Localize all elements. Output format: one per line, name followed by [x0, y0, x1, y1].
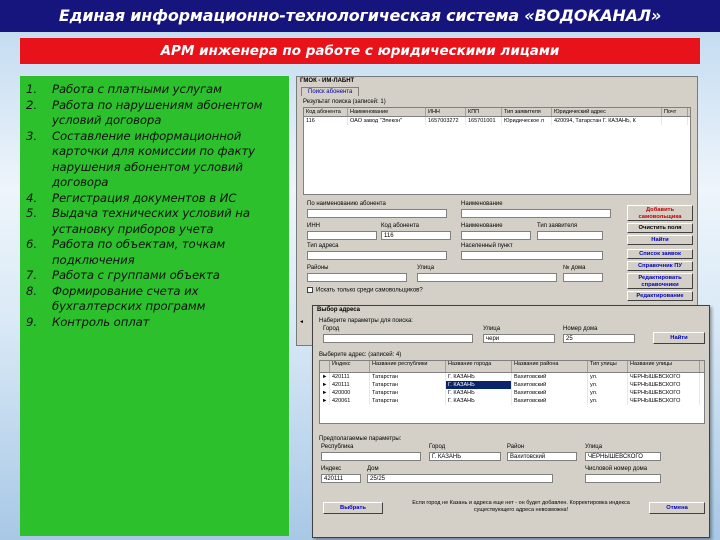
row-pointer-icon: ►: [320, 373, 330, 381]
filter-code-label: Код абонента: [381, 223, 419, 229]
feature-number: 6.: [26, 237, 37, 251]
proposed-republic-label: Республика: [321, 444, 354, 450]
feature-item: [26, 129, 285, 191]
feature-item: [26, 315, 285, 331]
table-cell: ЧЕРНЫШЕВСКОГО: [628, 397, 700, 405]
results-column-header[interactable]: Код абонента: [304, 108, 348, 116]
results-column-header[interactable]: Наименование: [348, 108, 426, 116]
proposed-street-input[interactable]: ЧЕРНЫШЕВСКОГО: [585, 452, 661, 461]
table-cell: 116: [304, 117, 348, 125]
feature-number: 9.: [26, 314, 37, 329]
feature-item: [26, 268, 285, 284]
filter-street-input[interactable]: [417, 273, 557, 282]
search-field-label: Номер дома: [563, 326, 598, 332]
dialog-find-button[interactable]: Найти: [653, 332, 705, 344]
table-cell: Г. КАЗАНЬ: [446, 381, 512, 389]
table-row[interactable]: [304, 117, 690, 125]
table-cell: Татарстан: [370, 381, 446, 389]
filter-address-type-select[interactable]: [307, 251, 447, 260]
table-cell: Татарстан: [370, 389, 446, 397]
filter-code-input[interactable]: 116: [381, 231, 451, 240]
table-cell: Г. КАЗАНЬ: [446, 397, 512, 405]
row-pointer-icon: ►: [320, 397, 330, 405]
feature-list: [20, 76, 289, 330]
table-cell: ОАО завод "Элекон": [348, 117, 426, 125]
table-cell: 420061: [330, 397, 370, 405]
table-cell: 1657003272: [426, 117, 466, 125]
filter-house-input[interactable]: [563, 273, 603, 282]
table-cell: ЧЕРНЫШЕВСКОГО: [628, 381, 700, 389]
filter-district-label: Районы: [307, 265, 329, 271]
address-column-header[interactable]: Название района: [512, 361, 588, 372]
nav-marker: ◄: [299, 319, 304, 325]
edit-references-button[interactable]: Редактировать справочники: [627, 273, 693, 289]
filter-name-input[interactable]: [307, 209, 447, 218]
add-self-connector-button[interactable]: Добавить самовольщика: [627, 205, 693, 221]
self-connect-checkbox[interactable]: [307, 287, 313, 293]
search-params-label: Наберите параметры для поиска:: [319, 318, 413, 324]
table-cell: ул.: [588, 373, 628, 381]
filter-applicant-type-label: Тип заявителя: [537, 223, 578, 229]
address-column-header[interactable]: Название республики: [370, 361, 446, 372]
proposed-numeric-house-label: Числовой номер дома: [585, 466, 648, 472]
table-cell: Татарстан: [370, 373, 446, 381]
feature-text: Выдача технических условий на установку приборов учета: [52, 206, 250, 236]
filter-name3-input[interactable]: [461, 231, 531, 240]
table-cell: Г. КАЗАНЬ: [446, 373, 512, 381]
table-cell: ЧЕРНЫШЕВСКОГО: [628, 373, 700, 381]
results-count-label: Результат поиска (записей: 1): [303, 99, 386, 105]
address-table-header: [320, 361, 704, 373]
filter-name2-label: Наименование: [461, 201, 503, 207]
search-field-label: Улица: [483, 326, 501, 332]
proposed-republic-select[interactable]: [321, 452, 421, 461]
filter-name2-input[interactable]: [461, 209, 611, 218]
address-row[interactable]: [320, 381, 704, 389]
feature-number: 7.: [26, 268, 37, 282]
proposed-index-input[interactable]: 420111: [321, 474, 361, 483]
feature-number: 4.: [26, 190, 37, 205]
filter-inn-input[interactable]: [307, 231, 377, 240]
results-column-header[interactable]: ИНН: [426, 108, 466, 116]
feature-text: Контроль оплат: [52, 314, 150, 329]
feature-number: 3.: [26, 128, 37, 143]
feature-text: Формирование счета их бухгалтерских программ: [52, 283, 206, 313]
address-table: [319, 360, 705, 424]
filter-address-type-label: Тип адреса: [307, 243, 339, 249]
address-column-header[interactable]: Название города: [446, 361, 512, 372]
results-column-header[interactable]: Юридический адрес: [552, 108, 662, 116]
results-column-header[interactable]: Почт: [662, 108, 688, 116]
feature-panel: [20, 76, 289, 536]
proposed-district-label: Район: [507, 444, 525, 450]
feature-number: 1.: [26, 82, 37, 96]
results-column-header[interactable]: Тип заявителя: [502, 108, 552, 116]
row-pointer-icon: ►: [320, 381, 330, 389]
table-cell: 420111: [330, 381, 370, 389]
feature-number: 2.: [26, 97, 37, 112]
filter-applicant-type-select[interactable]: [537, 231, 603, 240]
results-body: [304, 117, 690, 125]
table-cell: ул.: [588, 381, 628, 389]
feature-item: [26, 191, 285, 207]
proposed-params-label: Предполагаемые параметры:: [319, 436, 402, 442]
proposed-house-input[interactable]: 25/25: [367, 474, 553, 483]
dialog-title: Выбор адреса: [313, 306, 709, 315]
results-header: [304, 108, 690, 117]
row-pointer-icon: ►: [320, 389, 330, 397]
table-cell: 165701001: [466, 117, 502, 125]
address-row[interactable]: [320, 397, 704, 405]
feature-item: [26, 237, 285, 268]
search-field-input[interactable]: [323, 334, 473, 343]
table-cell: Вахитовский: [512, 381, 588, 389]
proposed-street-label: Улица: [585, 444, 603, 450]
feature-text: Составление информационной карточки для комиссии по факту нарушения абонентом условий договора: [52, 128, 255, 189]
proposed-index-label: Индекс: [321, 466, 342, 472]
clear-fields-button[interactable]: Очистить поля: [627, 223, 693, 233]
feature-text: Работа с платными услугам: [52, 82, 222, 96]
editing-button[interactable]: Редактирование: [627, 291, 693, 301]
proposed-city-label: Город: [429, 444, 446, 450]
search-field-input[interactable]: 25: [563, 334, 635, 343]
table-cell: 420000: [330, 389, 370, 397]
feature-text: Регистрация документов в ИС: [52, 190, 237, 205]
address-column-header[interactable]: Тип улицы: [588, 361, 628, 372]
filter-locality-label: Населенный пункт: [461, 243, 513, 249]
address-dialog: [312, 305, 710, 538]
cancel-button[interactable]: Отмена: [649, 502, 705, 514]
table-cell: Вахитовский: [512, 389, 588, 397]
slide-title: Единая информационно-технологическая система «ВОДОКАНАЛ»: [0, 0, 720, 32]
feature-item: [26, 98, 285, 129]
address-row[interactable]: [320, 373, 704, 381]
feature-number: 8.: [26, 283, 37, 298]
search-field-label: Город: [323, 326, 340, 332]
pu-reference-button[interactable]: Справочник ПУ: [627, 261, 693, 271]
table-cell: Г. КАЗАНЬ: [446, 389, 512, 397]
proposed-district-input[interactable]: Вахитовский: [507, 452, 577, 461]
filter-district-select[interactable]: [307, 273, 407, 282]
address-results-label: Выберите адрес: (записей: 4): [319, 352, 402, 358]
feature-item: [26, 284, 285, 315]
proposed-city-input[interactable]: Г. КАЗАНЬ: [429, 452, 501, 461]
results-column-header[interactable]: КПП: [466, 108, 502, 116]
self-connect-label: Искать только среди самовольщиков?: [316, 287, 423, 294]
table-cell: Татарстан: [370, 397, 446, 405]
table-cell: ул.: [588, 389, 628, 397]
feature-number: 5.: [26, 206, 37, 220]
tab-subscriber-search[interactable]: Поиск абонента: [301, 87, 359, 96]
requests-list-button[interactable]: Список заявок: [627, 249, 693, 259]
filter-locality-select[interactable]: [461, 251, 603, 260]
window-title: ГМОК - ИМ-ЛАБНТ: [297, 77, 697, 87]
proposed-house-label: Дом: [367, 466, 379, 472]
feature-text: Работа по объектам, точкам подключения: [52, 237, 226, 267]
feature-text: Работа по нарушениям абонентом условий договора: [52, 97, 263, 127]
filter-name3-label: Наименование: [461, 223, 503, 229]
search-field-input[interactable]: чери: [483, 334, 555, 343]
self-connect-checkbox-row[interactable]: [307, 287, 423, 294]
filter-inn-label: ИНН: [307, 223, 320, 229]
table-cell: ул.: [588, 397, 628, 405]
address-column-header[interactable]: Индекс: [330, 361, 370, 372]
table-cell: Вахитовский: [512, 397, 588, 405]
table-cell: [662, 117, 688, 125]
table-cell: ЧЕРНЫШЕВСКОГО: [628, 389, 700, 397]
proposed-numeric-house-input[interactable]: [585, 474, 661, 483]
filter-name-label: По наименованию абонента: [307, 201, 386, 207]
results-table: [303, 107, 691, 195]
table-cell: Вахитовский: [512, 373, 588, 381]
address-row[interactable]: [320, 389, 704, 397]
select-button[interactable]: Выбрать: [323, 502, 383, 514]
table-cell: 420111: [330, 373, 370, 381]
filter-street-label: Улица: [417, 265, 435, 271]
feature-item: [26, 82, 285, 98]
table-cell: Юридическое л: [502, 117, 552, 125]
feature-text: Работа с группами объекта: [52, 268, 220, 282]
filter-house-label: № дома: [563, 265, 586, 271]
address-table-body: [320, 373, 704, 405]
address-column-header[interactable]: Название улицы: [628, 361, 700, 372]
find-button[interactable]: Найти: [627, 235, 693, 245]
slide-subtitle: АРМ инженера по работе с юридическими лицами: [20, 38, 700, 64]
hint-text: Если город не Казань и адреса еще нет - он будет добавлен. Корректировка индекса существующего адреса невозможна!: [412, 500, 630, 513]
table-cell: 420094, Татарстан Г. КАЗАНЬ, К: [552, 117, 662, 125]
feature-item: [26, 206, 285, 237]
row-indicator-header: [320, 361, 330, 372]
